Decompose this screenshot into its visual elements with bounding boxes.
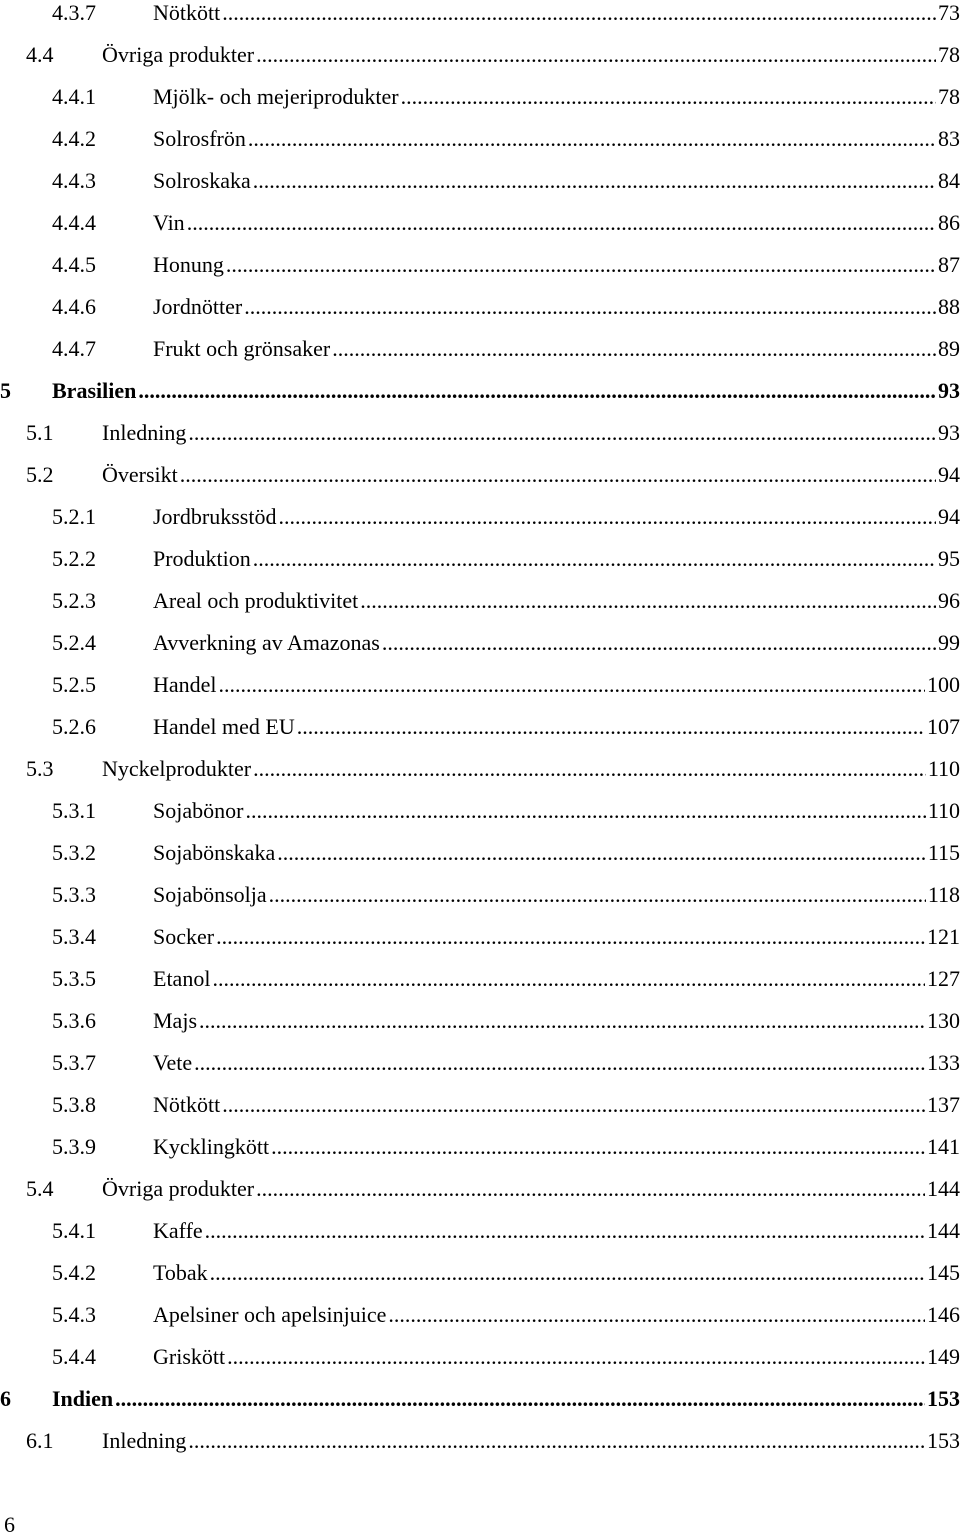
toc-entry-page: 94	[938, 462, 960, 487]
toc-dot-leader	[388, 1302, 925, 1328]
toc-entry-title: Honung	[153, 252, 224, 277]
toc-dot-leader	[271, 1134, 925, 1160]
toc-entry-number: 5.3.5	[52, 966, 96, 991]
toc-entry-number: 5.2.5	[52, 672, 96, 697]
toc-entry-number: 5.2.1	[52, 504, 96, 529]
toc-entry[interactable]	[0, 1386, 960, 1428]
toc-dot-leader	[244, 294, 936, 320]
toc-dot-leader	[253, 168, 936, 194]
toc-dot-leader	[219, 672, 925, 698]
toc-entry-title: Vete	[153, 1050, 193, 1075]
toc-entry-number: 5.3.8	[52, 1092, 96, 1117]
toc-entry-number: 5.3	[26, 756, 54, 781]
toc-entry-title: Brasilien	[52, 378, 137, 403]
toc-entry-page: 86	[938, 210, 960, 235]
toc-entry-title: Jordbruksstöd	[153, 504, 277, 529]
toc-entry-title: Indien	[52, 1386, 114, 1411]
toc-dot-leader	[248, 126, 936, 152]
toc-entry-title: Socker	[153, 924, 215, 949]
toc-entry-title: Vin	[153, 210, 185, 235]
toc-entry-number: 4.4.4	[52, 210, 96, 235]
toc-entry[interactable]	[0, 126, 960, 168]
toc-entry-title: Kycklingkött	[153, 1134, 270, 1159]
toc-entry-number: 5	[0, 378, 11, 403]
toc-entry-page: 118	[927, 882, 960, 907]
toc-dot-leader	[212, 966, 925, 992]
toc-entry[interactable]	[0, 1260, 960, 1302]
toc-entry-page: 121	[927, 924, 960, 949]
toc-entry[interactable]	[0, 252, 960, 294]
toc-entry-page: 153	[927, 1386, 960, 1411]
toc-dot-leader	[382, 630, 936, 656]
toc-entry[interactable]	[0, 462, 960, 504]
toc-entry-number: 6.1	[26, 1428, 54, 1453]
toc-dot-leader	[245, 798, 925, 824]
toc-dot-leader	[253, 546, 936, 572]
toc-entry[interactable]	[0, 1218, 960, 1260]
toc-entry-page: 115	[927, 840, 960, 865]
toc-entry-page: 94	[938, 504, 960, 529]
toc-entry-page: 78	[938, 42, 960, 67]
toc-entry-title: Översikt	[102, 462, 178, 487]
toc-dot-leader	[205, 1218, 925, 1244]
toc-dot-leader	[188, 420, 936, 446]
toc-entry-page: 133	[927, 1050, 960, 1075]
toc-entry-page: 110	[927, 798, 960, 823]
toc-dot-leader	[210, 1260, 925, 1286]
toc-dot-leader	[278, 504, 936, 530]
toc-entry-title: Mjölk- och mejeriprodukter	[153, 84, 399, 109]
toc-entry-number: 5.4.3	[52, 1302, 96, 1327]
toc-entry-page: 87	[938, 252, 960, 277]
toc-entry-number: 5.2.4	[52, 630, 96, 655]
toc-entry-title: Tobak	[153, 1260, 208, 1285]
toc-entry-number: 5.2.2	[52, 546, 96, 571]
toc-entry-number: 4.4.1	[52, 84, 96, 109]
toc-entry[interactable]	[0, 1176, 960, 1218]
toc-entry[interactable]	[0, 420, 960, 462]
toc-entry[interactable]	[0, 168, 960, 210]
toc-entry-title: Solroskaka	[153, 168, 251, 193]
toc-entry-number: 5.3.7	[52, 1050, 96, 1075]
toc-entry[interactable]	[0, 798, 960, 840]
toc-entry-title: Majs	[153, 1008, 197, 1033]
toc-dot-leader	[188, 1428, 925, 1454]
toc-entry[interactable]	[0, 546, 960, 588]
toc-entry-page: 93	[938, 420, 960, 445]
toc-entry-number: 5.2.6	[52, 714, 96, 739]
toc-entry-page: 149	[927, 1344, 960, 1369]
toc-entry-number: 5.3.1	[52, 798, 96, 823]
toc-entry-title: Produktion	[153, 546, 251, 571]
toc-entry[interactable]	[0, 294, 960, 336]
toc-entry-page: 144	[927, 1176, 960, 1201]
toc-entry-number: 5.4.1	[52, 1218, 96, 1243]
page-number: 6	[4, 1512, 15, 1537]
toc-entry-title: Etanol	[153, 966, 211, 991]
toc-dot-leader	[256, 42, 936, 68]
toc-entry-page: 73	[938, 0, 960, 25]
toc-dot-leader	[216, 924, 925, 950]
toc-entry[interactable]	[0, 504, 960, 546]
toc-entry[interactable]	[0, 0, 960, 42]
toc-entry-page: 100	[927, 672, 960, 697]
toc-entry[interactable]	[0, 1050, 960, 1092]
toc-entry-page: 78	[938, 84, 960, 109]
toc-dot-leader	[199, 1008, 925, 1034]
toc-entry[interactable]	[0, 1008, 960, 1050]
toc-dot-leader	[115, 1386, 925, 1412]
toc-entry[interactable]	[0, 1344, 960, 1386]
toc-dot-leader	[277, 840, 926, 866]
toc-entry-title: Inledning	[102, 1428, 187, 1453]
toc-dot-leader	[360, 588, 936, 614]
toc-entry[interactable]	[0, 714, 960, 756]
toc-entry-title: Kaffe	[153, 1218, 203, 1243]
toc-entry-page: 83	[938, 126, 960, 151]
toc-entry-number: 5.3.3	[52, 882, 96, 907]
toc-entry[interactable]	[0, 42, 960, 84]
toc-entry-title: Apelsiner och apelsinjuice	[153, 1302, 387, 1327]
toc-entry-page: 110	[927, 756, 960, 781]
toc-entry-page: 127	[927, 966, 960, 991]
toc-entry[interactable]	[0, 756, 960, 798]
toc-entry-number: 5.4.4	[52, 1344, 96, 1369]
toc-entry[interactable]	[0, 966, 960, 1008]
toc-entry-title: Övriga produkter	[102, 1176, 255, 1201]
toc-entry[interactable]	[0, 1092, 960, 1134]
toc-entry-page: 137	[927, 1092, 960, 1117]
toc-entry-page: 141	[927, 1134, 960, 1159]
toc-entry[interactable]	[0, 840, 960, 882]
toc-entry-title: Handel med EU	[153, 714, 295, 739]
toc-entry[interactable]	[0, 84, 960, 126]
toc-dot-leader	[332, 336, 936, 362]
toc-entry-number: 4.4.7	[52, 336, 96, 361]
toc-dot-leader	[297, 714, 925, 740]
toc-dot-leader	[187, 210, 936, 236]
toc-entry[interactable]	[0, 210, 960, 252]
toc-entry-number: 4.4	[26, 42, 54, 67]
toc-entry-number: 4.3.7	[52, 0, 96, 25]
toc-entry-page: 93	[938, 378, 960, 403]
toc-dot-leader	[226, 252, 936, 278]
toc-entry-page: 95	[938, 546, 960, 571]
toc-dot-leader	[401, 84, 936, 110]
toc-entry-number: 5.4	[26, 1176, 54, 1201]
toc-entry[interactable]	[0, 882, 960, 924]
toc-entry[interactable]	[0, 588, 960, 630]
toc-entry[interactable]	[0, 630, 960, 672]
toc-entry-title: Solrosfrön	[153, 126, 246, 151]
toc-entry-page: 107	[927, 714, 960, 739]
toc-entry[interactable]	[0, 378, 960, 420]
toc-entry-number: 5.3.9	[52, 1134, 96, 1159]
toc-dot-leader	[138, 378, 936, 404]
toc-entry-number: 4.4.2	[52, 126, 96, 151]
toc-entry-number: 5.2.3	[52, 588, 96, 613]
toc-entry-title: Nötkött	[153, 1092, 221, 1117]
toc-entry-title: Nyckelprodukter	[102, 756, 252, 781]
toc-entry-title: Avverkning av Amazonas	[153, 630, 380, 655]
toc-entry-page: 130	[927, 1008, 960, 1033]
toc-entry-title: Frukt och grönsaker	[153, 336, 331, 361]
toc-entry-number: 4.4.6	[52, 294, 96, 319]
toc-entry-title: Sojabönsolja	[153, 882, 267, 907]
toc-dot-leader	[222, 0, 936, 26]
toc-entry-title: Jordnötter	[153, 294, 243, 319]
toc-entry-title: Sojabönor	[153, 798, 244, 823]
toc-entry-title: Sojabönskaka	[153, 840, 276, 865]
toc-entry-number: 5.2	[26, 462, 54, 487]
toc-entry[interactable]	[0, 672, 960, 714]
toc-entry-number: 5.3.4	[52, 924, 96, 949]
toc-entry-number: 5.3.6	[52, 1008, 96, 1033]
toc-entry-number: 4.4.5	[52, 252, 96, 277]
toc-dot-leader	[194, 1050, 925, 1076]
toc-entry-title: Areal och produktivitet	[153, 588, 359, 613]
toc-entry-number: 5.4.2	[52, 1260, 96, 1285]
toc-dot-leader	[180, 462, 936, 488]
toc-entry-page: 145	[927, 1260, 960, 1285]
toc-entry[interactable]	[0, 1134, 960, 1176]
toc-entry-title: Övriga produkter	[102, 42, 255, 67]
toc-entry-title: Inledning	[102, 420, 187, 445]
toc-entry-page: 153	[927, 1428, 960, 1453]
toc-entry-page: 96	[938, 588, 960, 613]
toc-dot-leader	[222, 1092, 925, 1118]
toc-entry-page: 99	[938, 630, 960, 655]
toc-dot-leader	[253, 756, 926, 782]
toc-dot-leader	[227, 1344, 925, 1370]
toc-entry[interactable]	[0, 336, 960, 378]
toc-entry-number: 4.4.3	[52, 168, 96, 193]
toc-entry-number: 5.1	[26, 420, 54, 445]
toc-entry[interactable]	[0, 924, 960, 966]
toc-entry-page: 146	[927, 1302, 960, 1327]
toc-entry-title: Nötkött	[153, 0, 221, 25]
toc-entry-page: 144	[927, 1218, 960, 1243]
toc-entry-title: Griskött	[153, 1344, 226, 1369]
toc-entry[interactable]	[0, 1302, 960, 1344]
toc-dot-leader	[269, 882, 926, 908]
toc-entry-number: 5.3.2	[52, 840, 96, 865]
toc-dot-leader	[256, 1176, 925, 1202]
toc-entry-title: Handel	[153, 672, 217, 697]
toc-entry-number: 6	[0, 1386, 11, 1411]
toc-entry[interactable]	[0, 1428, 960, 1470]
toc-entry-page: 88	[938, 294, 960, 319]
toc-entry-page: 84	[938, 168, 960, 193]
toc-entry-page: 89	[938, 336, 960, 361]
